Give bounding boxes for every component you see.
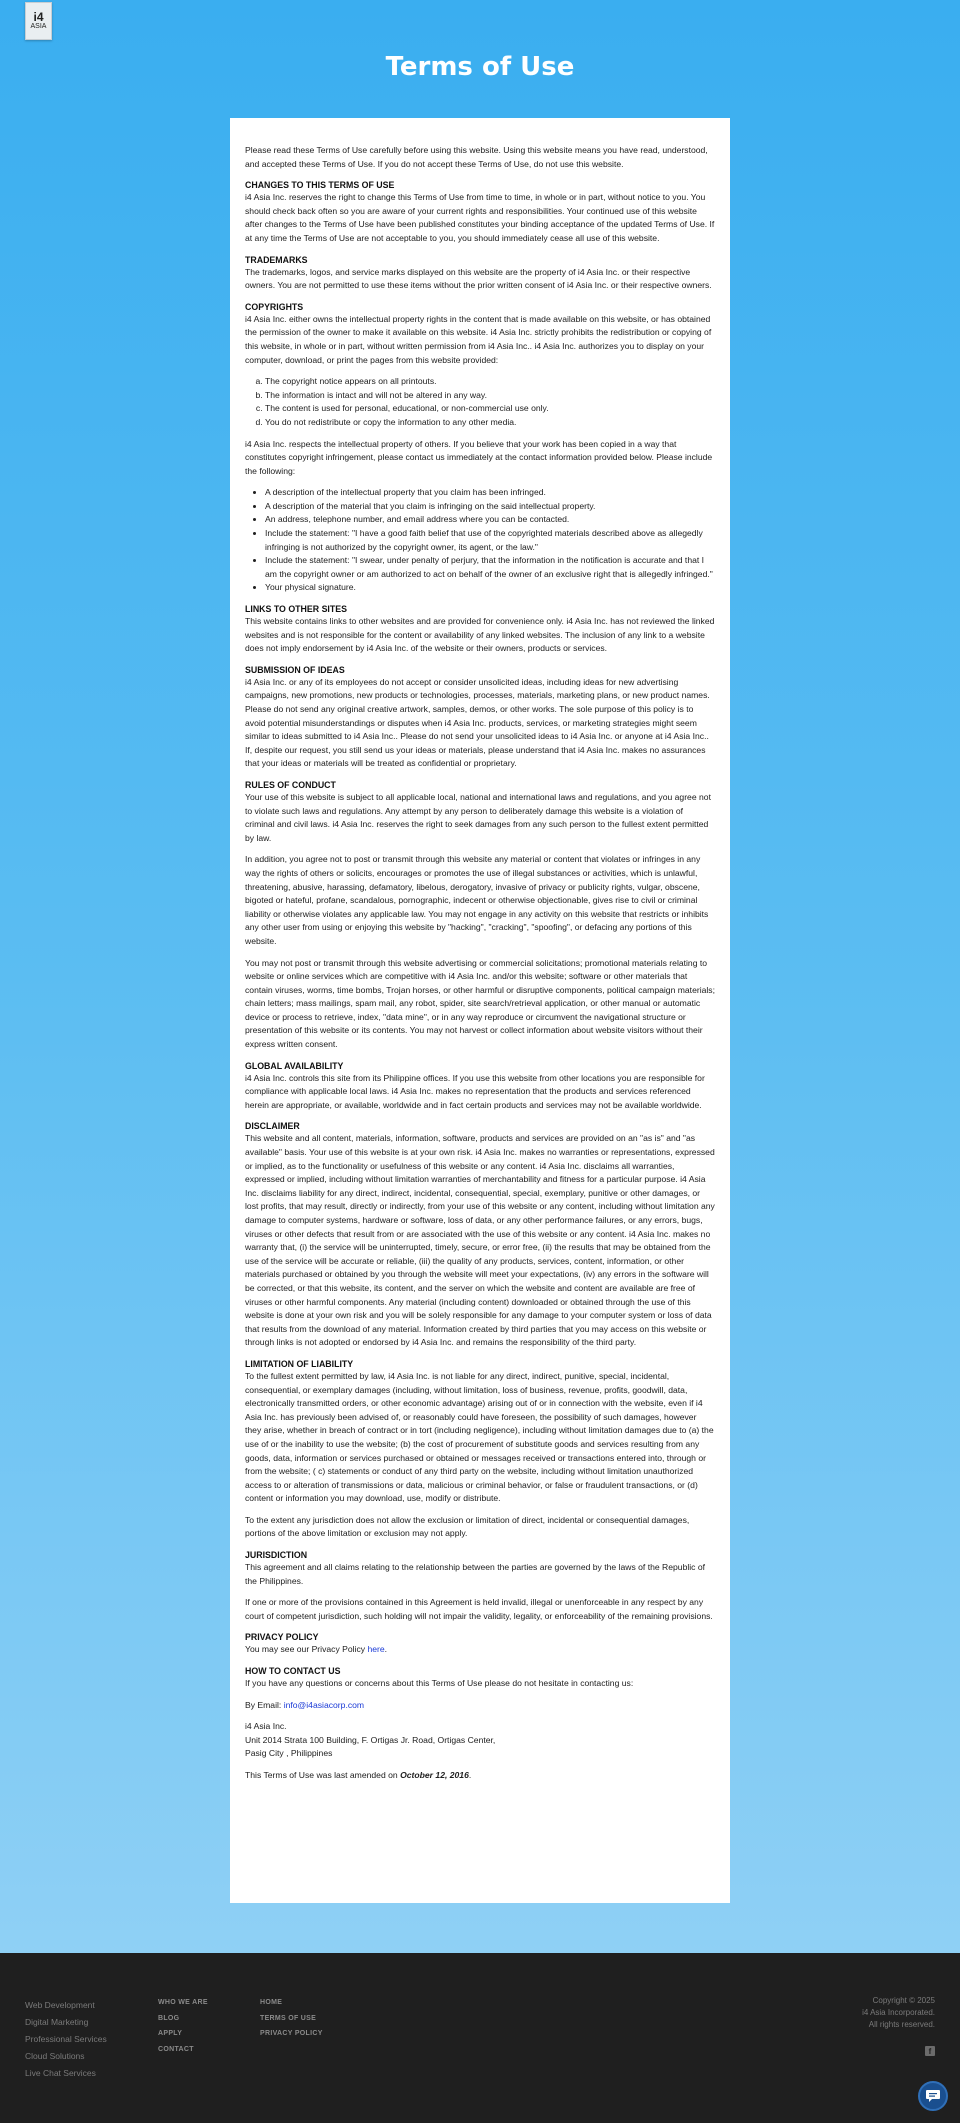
facebook-icon[interactable]: f xyxy=(925,2046,935,2056)
list-item: • A description of the material that you claim is infringing on the said intellectual property. xyxy=(265,500,715,514)
chat-icon[interactable] xyxy=(918,2081,948,2111)
conduct-text-1: Your use of this website is subject to all applicable local, national and international laws and regulations, and you agree not to violate such laws and regulations. Any attempt by any person to deliberately damage this website is a violation of criminal and civil laws. i4 Asia Inc. reserves the right to seek damages from any such person to the fullest extent permitted by law. xyxy=(245,791,711,843)
privacy-text xyxy=(245,1643,715,1657)
global-heading: GLOBAL AVAILABILITY xyxy=(245,1060,344,1071)
copyright-conditions-list xyxy=(265,375,715,429)
liability-text-1: To the fullest extent permitted by law, i4 Asia Inc. is not liable for any direct, indirect, punitive, special, incidental, consequential, or exemplary damages (including, without limitation, loss of business, revenue, profits, goodwill, data, electronically transmitted orders, or other economic advantage) arising out of or in connection with the website, even if i4 Asia Inc. has previously been advised of, or reasonably could have foreseen, the possibility of such damages, however they arise, whether in breach of contract or in tort (including negligence), including without limitation damages due to (a) the use of or the inability to use the website; (b) the cost of procurement of substitute goods and services resulting from any goods, data, information or services purchased or obtained or messages received or transactions entered into, through or from the website; ( c) statements or conduct of any third party on the website, including without limitation unauthorized access to or alteration of transmissions or data, malicious or criminal behavior, or false or fraudulent transactions, or (d) content or information you may download, use, modify or distribute. xyxy=(245,1370,714,1504)
trademarks-text: The trademarks, logos, and service marks displayed on this website are the property of i4 Asia Inc. or their respective owners. You are not permitted to use these items without the prior written consent of i4 Asia Inc. or their respective owners. xyxy=(245,266,712,291)
logo-text: i4 xyxy=(33,10,44,24)
footer-copyright xyxy=(862,1995,935,2031)
contact-email-line xyxy=(245,1699,715,1713)
jurisdiction-text-1: This agreement and all claims relating to the relationship between the parties are governed by the laws of the Republic of the Philippines. xyxy=(245,1562,706,1586)
footer-services xyxy=(25,1997,107,2082)
footer-link-web-development[interactable]: Web Development xyxy=(25,2000,95,2010)
page-title: Terms of Use xyxy=(385,52,575,82)
amended-line xyxy=(245,1769,715,1783)
terms-card xyxy=(230,118,730,1903)
email-label: By Email: xyxy=(245,1699,284,1710)
list-item: • Include the statement: "I have a good faith belief that use of the copyrighted materials described above as allegedly infringing is not authorized by the copyright owner, its agent, or the law." xyxy=(265,527,715,554)
ideas-text: i4 Asia Inc. or any of its employees do not accept or consider unsolicited ideas, including ideas for new advertising campaigns, new promotions, new products or technologies, processes, materials, marketing plans, or new product names. Please do not send any original creative artwork, samples, demos, or other works. The sole purpose of this policy is to avoid potential misunderstandings or disputes when i4 Asia Inc. products, services, or marketing strategies might seem similar to ideas submitted to i4 Asia Inc.. Please do not send your unsolicited ideas to i4 Asia Inc. or anyone at i4 Asia Inc.. If, despite our request, you still send us your ideas or materials, please understand that i4 Asia Inc. makes no assurances that your ideas or materials will be treated as confidential or proprietary. xyxy=(245,676,710,769)
amended-suffix: . xyxy=(468,1770,472,1780)
list-item: b. The information is intact and will not be altered in any way. xyxy=(265,389,715,403)
footer-link-blog[interactable]: BLOG xyxy=(158,2014,180,2022)
footer xyxy=(0,1953,960,2123)
footer-link-contact[interactable]: CONTACT xyxy=(158,2045,194,2053)
list-item: c. The content is used for personal, educational, or non-commercial use only. xyxy=(265,402,715,416)
list-item: a. The copyright notice appears on all printouts. xyxy=(265,375,715,389)
trademarks-heading: TRADEMARKS xyxy=(245,254,308,265)
links-heading: LINKS TO OTHER SITES xyxy=(245,604,347,615)
intro-paragraph: Please read these Terms of Use carefully before using this website. Using this website means you have read, understood, and accepted these Terms of Use. If you do not accept these Terms of Use, do not use this website. xyxy=(245,145,708,169)
footer-nav-1 xyxy=(158,1995,208,2057)
changes-heading: CHANGES TO THIS TERMS OF USE xyxy=(245,180,395,191)
disclaimer-heading: DISCLAIMER xyxy=(245,1121,300,1132)
jurisdiction-text-2: If one or more of the provisions contained in this Agreement is held invalid, illegal or unenforceable in any respect by any court of competent jurisdiction, such holding will not impair the validity, legality, or enforceability of the remaining provisions. xyxy=(245,1597,713,1621)
footer-link-terms[interactable]: TERMS OF USE xyxy=(260,2014,317,2022)
privacy-text-lead: You may see our Privacy Policy xyxy=(245,1644,368,1655)
list-item: d. You do not redistribute or copy the information to any other media. xyxy=(265,416,715,430)
conduct-text-2: In addition, you agree not to post or transmit through this website any material or content that violates or infringes in any way the rights of others or solicits, encourages or promotes the use of illegal substances or activities, which is unlawful, threatening, abusive, harassing, defamatory, libelous, derogatory, invasive of privacy or publicity rights, vulgar, obscene, bigoted or hateful, profane, scandalous, pornographic, indecent or otherwise objectionable, gives rise to civil or criminal liability or otherwise violates any applicable law. You may not engage in any activity on this website that restricts or inhibits any other user from using or enjoying this website by "hacking", "cracking", "spoofing", or defacing any portions of this website. xyxy=(245,854,709,946)
ideas-heading: SUBMISSION OF IDEAS xyxy=(245,664,345,675)
email-link[interactable]: info@i4asiacorp.com xyxy=(283,1699,365,1710)
footer-link-professional-services[interactable]: Professional Services xyxy=(25,2034,107,2044)
list-item: • Include the statement: "I swear, under penalty of perjury, that the information in the notification is accurate and that I am the copyright owner or am authorized to act on behalf of the owner of an exclusive right that is allegedly infringed." xyxy=(265,554,715,581)
amended-date: October 12, 2016 xyxy=(400,1770,469,1780)
liability-text-2: To the extent any jurisdiction does not allow the exclusion or limitation of direct, incidental or consequential damages, portions of the above limitation or exclusion may not apply. xyxy=(245,1514,690,1539)
footer-link-home[interactable]: HOME xyxy=(260,1999,283,2006)
footer-link-live-chat[interactable]: Live Chat Services xyxy=(25,2068,96,2078)
footer-nav-2 xyxy=(260,1995,323,2042)
amended-prefix: This Terms of Use was last amended on xyxy=(245,1770,401,1780)
i4-asia-logo[interactable] xyxy=(25,2,52,40)
footer-link-apply[interactable]: APPLY xyxy=(158,2030,183,2037)
contact-text: If you have any questions or concerns about this Terms of Use please do not hesitate in contacting us: xyxy=(245,1678,634,1689)
address-line-1: Unit 2014 Strata 100 Building, F. Ortigas Jr. Road, Ortigas Center, xyxy=(245,1734,496,1745)
global-text: i4 Asia Inc. controls this site from its Philippine offices. If you use this website from other locations you are responsible for compliance with applicable local laws. i4 Asia Inc. makes no representation that the products and services referenced herein are appropriate, or available, worldwide and in fact certain products and services may not be available worldwide. xyxy=(245,1072,705,1110)
copyrights-text-2: i4 Asia Inc. respects the intellectual property of others. If you believe that your work has been copied in a way that constitutes copyright infringement, please contact us immediately at the contact information provided below. Please include the following: xyxy=(245,438,713,476)
infringement-requirements-list xyxy=(265,486,715,595)
company-name: i4 Asia Inc. xyxy=(245,1721,287,1732)
footer-link-digital-marketing[interactable]: Digital Marketing xyxy=(25,2017,89,2027)
copyright-company: i4 Asia Incorporated. xyxy=(862,2008,935,2017)
copyrights-text: i4 Asia Inc. either owns the intellectual property rights in the content that is made available on this website, or has obtained the permission of the owner to make it available on this website. i4 Asia Inc. strictly prohibits the redistribution or copying of this website, in whole or in part, without written permission from i4 Asia Inc.. i4 Asia Inc. authorizes you to display on your computer, download, or print the pages from this website provided: xyxy=(245,313,712,365)
jurisdiction-heading: JURISDICTION xyxy=(245,1550,308,1561)
links-text: This website contains links to other websites and are provided for convenience only. i4 Asia Inc. has not reviewed the linked websites and is not responsible for the content or availability of any linked websites. The inclusion of any link to a website does not imply endorsement by i4 Asia Inc. of the website or their owners, products or services. xyxy=(245,616,715,654)
contact-heading: HOW TO CONTACT US xyxy=(245,1666,341,1677)
list-item: • A description of the intellectual property that you claim has been infringed. xyxy=(265,486,715,500)
list-item: • An address, telephone number, and email address where you can be contacted. xyxy=(265,513,715,527)
address-line-2: Pasig City , Philippines xyxy=(245,1748,333,1759)
chat-bubble-icon xyxy=(925,2089,941,2103)
conduct-text-3: You may not post or transmit through this website advertising or commercial solicitations; promotional materials relating to website or online services which are competitive with i4 Asia Inc. and/or this website; software or other materials that contain viruses, worms, time bombs, Trojan horses, or other harmful or disruptive components, political campaign materials; chain letters; mass mailings, spam mail, any robot, spider, site search/retrieval application, or other manual or automatic device or process to retrieve, index, "data mine", or in any way reproduce or circumvent the navigational structure or presentation of this website or its contents. You may not harvest or collect information about website visitors without their express written consent. xyxy=(245,957,715,1050)
company-address xyxy=(245,1720,715,1761)
copyright-text: Copyright © 2025 xyxy=(872,1996,935,2005)
changes-text: i4 Asia Inc. reserves the right to change this Terms of Use from time to time, in whole or in part, without notice to you. You should check back often so you are aware of your current rights and responsibilities. Your continued use of this website after changes to the Terms of Use have been published constitutes your binding acceptance of the updated Terms of Use. If at any time the Terms of Use are not acceptable to you, you should immediately cease all use of this website. xyxy=(245,192,715,243)
footer-link-who-we-are[interactable]: WHO WE ARE xyxy=(158,1999,208,2006)
copyright-rights: All rights reserved. xyxy=(868,2020,935,2029)
footer-link-cloud-solutions[interactable]: Cloud Solutions xyxy=(25,2051,85,2061)
privacy-policy-link[interactable]: here xyxy=(367,1644,385,1655)
list-item: • Your physical signature. xyxy=(265,581,715,595)
copyrights-heading: COPYRIGHTS xyxy=(245,301,304,312)
footer-link-privacy[interactable]: PRIVACY POLICY xyxy=(260,2030,323,2037)
liability-heading: LIMITATION OF LIABILITY xyxy=(245,1358,354,1369)
conduct-heading: RULES OF CONDUCT xyxy=(245,779,336,790)
privacy-text-end: . xyxy=(384,1644,388,1655)
privacy-heading: PRIVACY POLICY xyxy=(245,1632,319,1643)
disclaimer-text: This website and all content, materials, information, software, products and services are provided on an "as is" and "as available" basis. Your use of this website is at your own risk. i4 Asia Inc. makes no warranties or representations, expressed or implied, as to the functionality or usefulness of this website or any content. i4 Asia Inc. disclaims all warranties, expressed or implied, including without limitation warranties of merchantability and fitness for a particular purpose. i4 Asia Inc. disclaims liability for any direct, indirect, incidental, consequential, special, exemplary, punitive or other damages, or lost profits, that may result, directly or indirectly, from your use of this website or any content, including without limitation any damage to computer systems, hardware or software, loss of data, or any other performance failures, or any errors, bugs, viruses or other defects that result from or are associated with the use of this website or any content. i4 Asia Inc. makes no warranty that, (i) the service will be uninterrupted, timely, secure, or error free, (ii) the results that may be obtained from the use of the service will be accurate or reliable, (iii) the quality of any products, services, content, information, or other materials purchased or obtained by you through the website will meet your expectations, (iv) any errors in the software will be corrected, or that this website, its content, and the server on which the website and content are available are free of viruses or other harmful components. Any material (including content) downloaded or obtained through the use of this website is done at your own risk and you will be solely responsible for any damage to your computer system or loss of data that results from the download of any material. Information created by third parties that you may access on this website or through links is not adopted or endorsed by i4 Asia Inc. and remains the responsibility of the third party. xyxy=(245,1133,715,1348)
logo-subtext: ASIA xyxy=(30,23,47,30)
